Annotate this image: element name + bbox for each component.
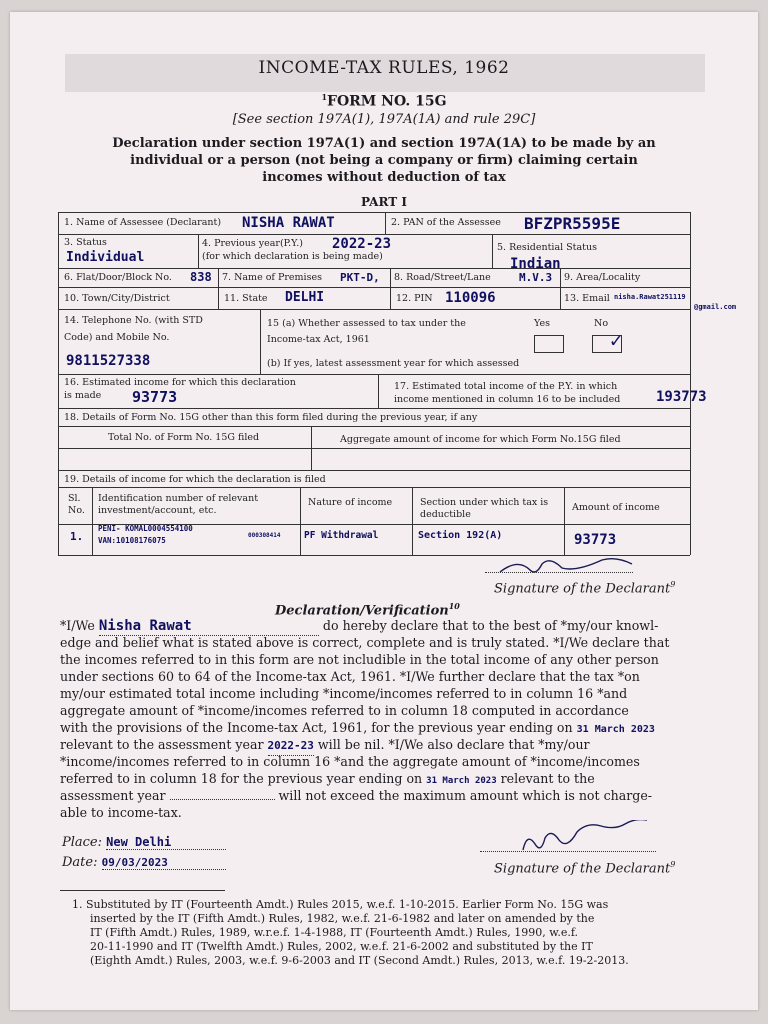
footnote-line-2: inserted by the IT (Fifth Amdt.) Rules, 1982, w.e.f. 21-6-1982 and later on amended by the (90, 912, 595, 925)
estimated-income-value[interactable]: 93773 (132, 388, 178, 406)
amount-header: Amount of income (572, 502, 660, 513)
pan-value[interactable]: BFZPR5595E (524, 214, 621, 233)
declaration-line-2: individual or a person (not being a company or firm) claiming certain (130, 153, 638, 168)
declaration-line-3: incomes without deduction of tax (262, 170, 506, 185)
state-value[interactable]: DELHI (285, 290, 325, 305)
total-income-label: 17. Estimated total income of the P.Y. in which (394, 381, 618, 392)
verification-line-8: relevant to the assessment year 2022-23 will be nil. *I/We also declare that *my/our (60, 737, 590, 756)
email-value-continued: @gmail.com (694, 303, 737, 311)
telephone-value[interactable]: 9811527338 (66, 353, 151, 369)
residential-status-value[interactable]: Indian (510, 256, 561, 272)
total-income-sublabel: income mentioned in column 16 to be included (394, 394, 621, 405)
status-label: 3. Status (64, 237, 107, 248)
premises-value[interactable]: PKT-D, (340, 271, 380, 284)
name-value[interactable]: NISHA RAWAT (242, 215, 335, 231)
verification-line-12: able to income-tax. (60, 805, 182, 820)
total-forms-header: Total No. of Form No. 15G filed (108, 432, 260, 443)
row-id-line-2[interactable]: VAN:10108176075 (98, 536, 166, 545)
page-title: INCOME-TAX RULES, 1962 (258, 58, 510, 78)
section-header: Section under which tax is deductible (420, 497, 549, 520)
declaration-line-1: Declaration under section 197A(1) and section 197A(1A) to be made by an (112, 136, 656, 151)
income-details-label: 19. Details of income for which the declaration is filed (64, 474, 326, 485)
assessment-year-handwritten[interactable]: 2022-23 (268, 738, 314, 756)
email-label: 13. Email (564, 293, 610, 304)
row-id-line-1[interactable]: PENI- KOMAL0004554100 (98, 524, 193, 533)
road-value[interactable]: M.V.3 (519, 271, 553, 284)
road-label: 8. Road/Street/Lane (394, 272, 491, 283)
verification-line-6: aggregate amount of *income/incomes referred to in column 18 computed in accordance (60, 703, 629, 718)
nature-header: Nature of income (308, 497, 393, 508)
year-ending-handwritten-2[interactable]: 31 March 2023 (426, 776, 497, 786)
yes-checkbox[interactable] (534, 335, 564, 353)
other-forms-label: 18. Details of Form No. 15G other than this form filed during the previous year, if any (64, 412, 478, 423)
total-income-value[interactable]: 193773 (656, 389, 707, 405)
verification-heading: Declaration/Verification$^{10}$ (275, 601, 460, 619)
no-label: No (594, 318, 609, 329)
name-label: 1. Name of Assessee (Declarant) (64, 217, 222, 228)
pin-label: 12. PIN (396, 293, 433, 304)
verification-line-5: my/our estimated total income including *income/incomes referred to in column 16 *and (60, 686, 628, 701)
previous-year-value[interactable]: 2022-23 (332, 236, 392, 252)
footnote-line-3: IT (Fifth Amdt.) Rules, 1989, w.r.e.f. 1-4-1988, IT (Fourteenth Amdt.) Rules, 1990, w.e.f. (90, 926, 579, 939)
footnote-line-5: (Eighth Amdt.) Rules, 2003, w.e.f. 9-6-2003 and IT (Second Amdt.) Rules, 2013, w.e.f. 19-2-2013. (90, 954, 629, 967)
state-label: 11. State (224, 293, 268, 304)
place-row: Place: New Delhi (62, 835, 226, 850)
form-number: $^1$FORM NO. 15G (321, 92, 447, 110)
footnote-divider (60, 890, 225, 891)
estimated-income-sublabel: is made (64, 390, 102, 401)
assessed-label: 15 (a) Whether assessed to tax under the (267, 318, 466, 329)
declarant-name-handwritten[interactable]: Nisha Rawat (99, 618, 319, 636)
footnote-line-4: 20-11-1990 and IT (Twelfth Amdt.) Rules, 2002, w.e.f. 21-6-2002 and substituted by the IT (90, 940, 593, 953)
verification-line-3: the incomes referred to in this form are not includible in the total income of any other person (60, 652, 659, 667)
status-value[interactable]: Individual (66, 250, 145, 265)
latest-assessment-label: (b) If yes, latest assessment year for which assessed (267, 358, 520, 369)
date-row: Date: 09/03/2023 (62, 855, 226, 870)
year-ending-handwritten-1[interactable]: 31 March 2023 (576, 724, 655, 735)
premises-label: 7. Name of Premises (222, 272, 322, 283)
area-label: 9. Area/Locality (564, 272, 641, 283)
aggregate-amount-header: Aggregate amount of income for which Form No.15G filed (340, 434, 621, 445)
row-sl-no: 1. (70, 530, 84, 543)
previous-year-label: 4. Previous year(P.Y.) (202, 238, 303, 249)
verification-line-2: edge and belief what is stated above is correct, complete and is truly stated. *I/We declare that (60, 635, 670, 650)
town-label: 10. Town/City/District (64, 293, 170, 304)
verification-line-1: *I/We Nisha Rawat do hereby declare that to the best of *my/our knowl- (60, 618, 659, 634)
footnote-line-1: 1. Substituted by IT (Fourteenth Amdt.) Rules 2015, w.e.f. 1-10-2015. Earlier Form No. 15G was (72, 898, 609, 911)
flat-label: 6. Flat/Door/Block No. (64, 272, 172, 283)
row-amount[interactable]: 93773 (574, 532, 617, 548)
section-reference: [See section 197A(1), 197A(1A) and rule 29C] (232, 112, 536, 127)
place-value[interactable]: New Delhi (106, 835, 226, 850)
email-value[interactable]: nisha.Rawat251119 (614, 293, 686, 301)
identification-header: Identification number of relevant investment/account, etc. (98, 493, 259, 516)
residential-status-label: 5. Residential Status (497, 242, 597, 253)
verification-line-7: with the provisions of the Income-tax Act, 1961, for the previous year ending on 31 March 2023 (60, 720, 655, 735)
verification-line-10: referred to in column 18 for the previous year ending on 31 March 2023 relevant to the (60, 771, 595, 786)
telephone-sublabel: Code) and Mobile No. (64, 332, 170, 343)
part-heading: PART I (361, 195, 407, 209)
pan-label: 2. PAN of the Assessee (391, 217, 501, 228)
no-checkmark: ✓ (610, 328, 623, 352)
signature-label-1: Signature of the Declarant$^9$ (494, 580, 676, 597)
row-nature[interactable]: PF Withdrawal (304, 530, 379, 541)
declarant-signature-1 (490, 550, 650, 580)
date-value[interactable]: 09/03/2023 (102, 856, 226, 870)
row-id-line-3: 000308414 (248, 532, 281, 539)
telephone-label: 14. Telephone No. (with STD (64, 315, 203, 326)
yes-label: Yes (534, 318, 550, 329)
pin-value[interactable]: 110096 (445, 290, 496, 306)
verification-line-9: *income/incomes referred to in column 16 *and the aggregate amount of *income/incomes (60, 754, 640, 769)
previous-year-sublabel: (for which declaration is being made) (202, 251, 383, 262)
sl-no-header: Sl. No. (68, 493, 85, 516)
estimated-income-label: 16. Estimated income for which this declaration (64, 377, 296, 388)
flat-value[interactable]: 838 (190, 270, 212, 284)
verification-line-4: under sections 60 to 64 of the Income-tax Act, 1961. *I/We further declare that the tax *on (60, 669, 640, 684)
verification-line-11: assessment year will not exceed the maximum amount which is not charge- (60, 788, 653, 803)
row-section[interactable]: Section 192(A) (418, 530, 503, 541)
assessed-sublabel: Income-tax Act, 1961 (267, 334, 370, 345)
form-page (10, 12, 758, 1010)
signature-label-2: Signature of the Declarant$^9$ (494, 860, 676, 877)
